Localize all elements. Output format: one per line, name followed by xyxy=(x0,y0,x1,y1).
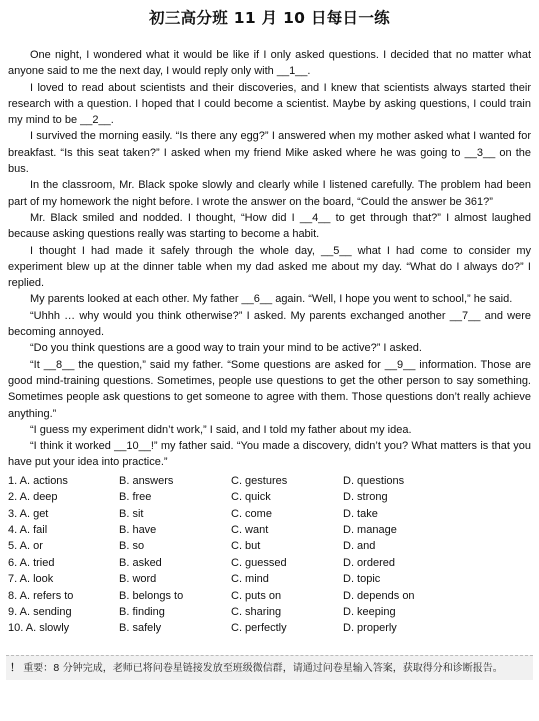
option-row xyxy=(8,473,531,489)
option-d: D. and xyxy=(343,540,376,553)
option-c: C. but xyxy=(231,540,261,553)
passage-paragraph: “I think it worked __10__!” my father said. “You made a discovery, didn’t you? What matters is that you have put your idea into practice.” xyxy=(8,440,531,469)
page-title: 初三高分班 11 月 10 日每日一练 xyxy=(149,9,390,27)
option-b: B. sit xyxy=(119,507,144,520)
option-b: B. free xyxy=(119,491,152,504)
option-a: 8. A. refers to xyxy=(8,589,74,602)
option-a: 6. A. tried xyxy=(8,556,55,569)
option-d: D. properly xyxy=(343,622,397,635)
option-b: B. word xyxy=(119,573,157,586)
option-a: 3. A. get xyxy=(8,507,49,520)
option-c: C. perfectly xyxy=(231,622,287,635)
option-b: B. safely xyxy=(119,622,162,635)
passage-paragraph: In the classroom, Mr. Black spoke slowly and clearly while I listened carefully. The problem had been part of my homework the night before. I wrote the answer on the board, “Could the answer be 361?” xyxy=(8,179,531,208)
option-d: D. questions xyxy=(343,474,405,487)
option-row xyxy=(8,571,531,587)
option-row xyxy=(8,588,531,604)
option-row xyxy=(8,538,531,554)
option-b: B. so xyxy=(119,540,145,553)
option-b: B. finding xyxy=(119,605,165,618)
option-a: 5. A. or xyxy=(8,540,43,553)
reading-passage xyxy=(8,47,531,471)
passage-paragraph: Mr. Black smiled and nodded. I thought, “How did I __4__ to get through that?” I almost laughed because asking questions really was starting to become a habit. xyxy=(8,211,531,241)
passage-paragraph: “It __8__ the question,” said my father. “Some questions are asked for __9__ information. Those are good mind-training questions. Sometimes, people use questions to get the other person to say something. Sometimes people ask questions to get someone to agree with them. Those questions don’t really achieve anything.” xyxy=(8,358,531,420)
passage-paragraph: I survived the morning easily. “Is there any egg?” I answered when my mother asked what I wanted for breakfast. “Is this seat taken?” I asked when my friend Mike asked where he was going to __3__ on the bus. xyxy=(8,130,531,176)
passage-paragraph: I loved to read about scientists and their discoveries, and I knew that scientists always started their research with a question. I hoped that I could become a scientist. Maybe by asking questions, I could train my mind to be __2__. xyxy=(8,81,531,127)
passage-paragraph: “I guess my experiment didn’t work,” I said, and I told my father about my idea. xyxy=(30,423,412,436)
notice-text: 重要：8 分钟完成，老师已将问卷星链接发放至班级微信群，请通过问卷星输入答案，获取得分和诊断报告。 xyxy=(23,663,503,674)
option-a: 2. A. deep xyxy=(8,491,58,504)
option-row xyxy=(8,555,531,571)
option-d: D. strong xyxy=(343,491,388,504)
option-d: D. ordered xyxy=(343,556,395,569)
option-d: D. depends on xyxy=(343,589,415,602)
passage-paragraph: I thought I had made it safely through the whole day, __5__ what I had come to consider my experiment blew up at the dinner table when my dad asked me about my day. “What do I always do?” I replied. xyxy=(8,244,531,290)
option-d: D. topic xyxy=(343,573,381,586)
option-a: 10. A. slowly xyxy=(8,622,70,635)
option-row xyxy=(8,506,531,522)
option-a: 1. A. actions xyxy=(8,474,68,487)
answer-options xyxy=(8,473,531,637)
option-c: C. puts on xyxy=(231,589,282,602)
option-row xyxy=(8,620,531,636)
option-c: C. guessed xyxy=(231,556,287,569)
option-a: 4. A. fail xyxy=(8,523,48,536)
option-row xyxy=(8,522,531,538)
option-a: 7. A. look xyxy=(8,573,54,586)
option-c: C. come xyxy=(231,507,272,520)
option-c: C. mind xyxy=(231,573,269,586)
option-b: B. belongs to xyxy=(119,589,184,602)
option-row xyxy=(8,604,531,620)
passage-paragraph: “Uhhh … why would you think otherwise?” I asked. My parents exchanged another __7__ and were becoming annoyed. xyxy=(8,309,531,339)
passage-paragraph: One night, I wondered what it would be like if I only asked questions. I decided that no matter what anyone said to me the next day, I would reply only with __1__. xyxy=(8,49,531,78)
option-b: B. have xyxy=(119,523,157,536)
option-d: D. manage xyxy=(343,523,397,536)
option-c: C. gestures xyxy=(231,474,288,487)
option-c: C. sharing xyxy=(231,605,282,618)
option-b: B. asked xyxy=(119,556,162,569)
option-c: C. quick xyxy=(231,491,271,504)
option-b: B. answers xyxy=(119,474,174,487)
important-notice xyxy=(6,655,533,680)
option-row xyxy=(8,489,531,505)
option-d: D. keeping xyxy=(343,605,396,618)
option-c: C. want xyxy=(231,523,269,536)
option-d: D. take xyxy=(343,507,378,520)
exclamation-icon: ！ xyxy=(10,663,20,674)
passage-paragraph: My parents looked at each other. My father __6__ again. “Well, I hope you went to school,” he said. xyxy=(30,293,513,306)
passage-paragraph: “Do you think questions are a good way to train your mind to be active?” I asked. xyxy=(30,342,422,355)
option-a: 9. A. sending xyxy=(8,605,72,618)
